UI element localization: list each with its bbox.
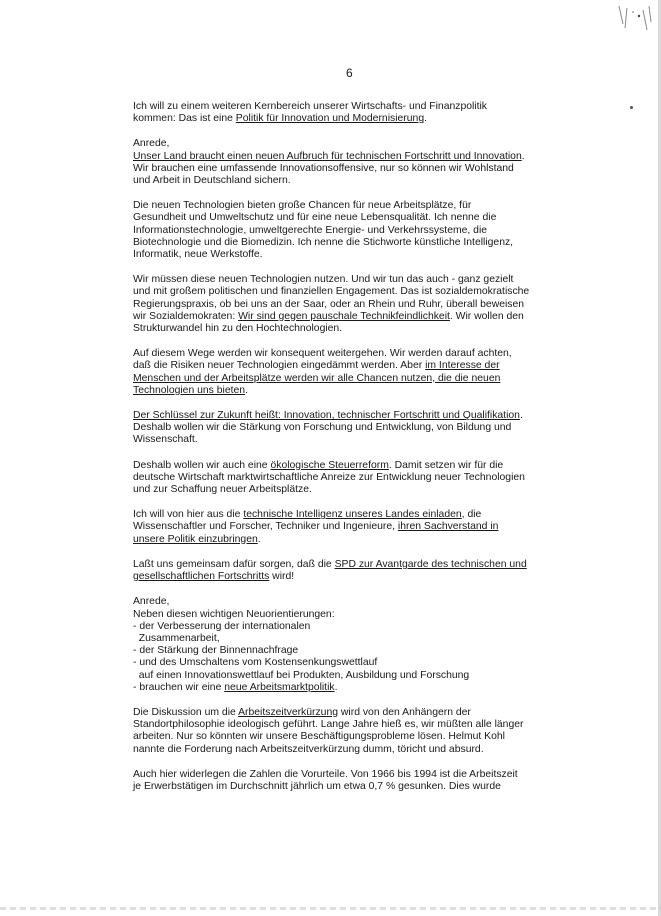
text-run: Auf diesem Wege werden wir konsequent weitergehen. Wir werden darauf achten, [133,348,512,360]
text-line [133,373,565,385]
paragraph [133,200,565,261]
text-run: Deshalb wollen wir auch eine [133,459,271,471]
text-run: Die neuen Technologien bieten große Chancen für neue Arbeitsplätze, für [133,200,472,212]
text-line [133,360,565,372]
text-run: . [245,384,248,396]
text-run: Wissenschaftler und Forscher, Techniker und Ingenieure, [133,521,398,533]
text-line [133,609,565,621]
text-run: Anrede, [133,596,170,608]
text-run: . [334,681,338,693]
text-run: , die [461,509,482,521]
text-run: - brauchen wir eine [133,681,225,693]
text-line [133,225,565,237]
text-run: . [521,150,525,162]
underlined-text: Unser Land braucht einen neuen Aufbruch für technischen Fortschritt und Innovation [133,150,522,162]
text-line [133,151,565,163]
text-run: nannte die Forderung nach Arbeitszeitverkürzung dumm, töricht und absurd. [133,743,484,755]
underlined-text: im Interesse der [425,360,500,372]
scan-artifact-bottom [0,907,661,910]
text-run: daß die Risiken neuer Technologien eingedämmt werden. Aber [133,360,426,372]
text-run: Biotechnologie und die Biomedizin. Ich nenne die Stichworte künstliche Intelligenz, [133,236,514,248]
paragraph [133,101,565,125]
text-run: . Wir wollen den [449,310,524,322]
text-line [133,200,565,212]
text-line [133,385,565,397]
text-line [133,682,565,694]
text-run: Wir brauchen eine umfassende Innovationsoffensive, nur so können wir Wohlstand [133,162,514,174]
underlined-text: Menschen und der Arbeitsplätze werden wir alle Chancen nutzen, die die neuen [133,372,501,384]
text-line [133,163,565,175]
paragraph [133,348,565,397]
text-line [133,509,565,521]
document-body [133,101,565,806]
text-line [133,101,565,113]
paragraph [133,460,565,497]
paragraph [133,138,565,187]
text-line [133,460,565,472]
text-run: . Damit setzen wir für die [388,459,504,471]
text-run: und Arbeit in Deutschland sichern. [133,175,291,187]
underlined-text: ökologische Steuerreform [270,459,389,471]
underlined-text: SPD zur Avantgarde des technischen und [334,558,527,570]
text-run: Die Diskussion um die [133,706,239,718]
underlined-text: Technologien uns bieten [133,384,246,396]
underlined-text: gesellschaftlichen Fortschritts [133,571,270,583]
scan-speck [630,106,633,109]
text-run: Standortphilosophie ideologisch geführt. Lange Jahre hieß es, wir müßten alle länger [133,719,524,731]
text-run: Wir müssen diese neuen Technologien nutzen. Und wir tun das auch - ganz gezielt [133,274,514,286]
text-line [133,657,565,669]
text-line [133,286,565,298]
paragraph [133,769,565,793]
text-run: . [257,533,261,545]
text-run: - und des Umschaltens vom Kostensenkungswettlauf [133,657,378,669]
text-run: deutsche Wirtschaft marktwirtschaftliche Anreize zur Entwicklung neuer Technologien [133,471,525,483]
text-run: Anrede, [133,138,170,150]
text-line [133,621,565,633]
page-number: 6 [346,66,353,80]
underlined-text: ihren Sachverstand in [397,521,499,533]
text-run: Ich will zu einem weiteren Kernbereich unserer Wirtschafts- und Finanzpolitik [133,101,488,112]
text-run: Auch hier widerlegen die Zahlen die Vorurteile. Von 1966 bis 1994 ist die Arbeitszeit [133,768,518,780]
underlined-text: Politik für Innovation und Modernisierung [235,113,425,125]
paragraph [133,509,565,546]
text-line [133,348,565,360]
text-run: Laßt uns gemeinsam dafür sorgen, daß die [133,558,335,570]
text-run: Ich will von hier aus die [133,509,244,521]
text-line [133,249,565,261]
underlined-text: Wir sind gegen pauschale Technikfeindlichkeit [238,310,450,322]
text-run: und mit großem politischen und finanziellen Engagement. Das ist sozialdemokratische [133,286,530,298]
text-line [133,311,565,323]
paragraph [133,707,565,756]
text-line [133,534,565,546]
text-line [133,212,565,224]
text-line [133,422,565,434]
text-line [133,323,565,335]
text-line [133,731,565,743]
text-run: Neben diesen wichtigen Neuorientierungen: [133,608,335,620]
text-run: Informatik, neue Werkstoffe. [133,249,263,261]
text-run: je Erwerbstätigen im Durchschnitt jährlich um etwa 0,7 % gesunken. Dies wurde [133,780,501,792]
underlined-text: Der Schlüssel zur Zukunft heißt: Innovation, technischer Fortschritt und Qualifikation [133,410,520,422]
text-line [133,410,565,422]
text-run: Strukturwandel hin zu den Hochtechnologien. [133,323,343,335]
scan-corner-mark [613,4,655,34]
text-line [133,744,565,756]
paragraph [133,559,565,583]
text-run: - der Verbesserung der internationalen [133,620,311,632]
text-line [133,719,565,731]
text-line [133,633,565,645]
text-line [133,299,565,311]
underlined-text: Arbeitszeitverkürzung [238,706,339,718]
text-run: Informationstechnologie, umweltgerechte Energie- und Verkehrssysteme, die [133,224,488,236]
text-line [133,472,565,484]
text-run: wird von den Anhängern der [338,706,471,718]
text-run: Zusammenarbeit, [133,632,220,644]
text-line [133,645,565,657]
text-run: - der Stärkung der Binnennachfrage [133,645,299,657]
text-line [133,559,565,571]
text-run: . [519,410,523,422]
text-run: kommen: Das ist eine [133,113,236,125]
text-run: wir Sozialdemokraten: [133,310,239,322]
text-line [133,434,565,446]
text-run: arbeiten. Nur so könnten wir unsere Beschäftigungsprobleme lösen. Helmut Kohl [133,731,505,743]
text-line [133,707,565,719]
text-line [133,571,565,583]
text-line [133,274,565,286]
text-line [133,484,565,496]
paragraph [133,410,565,447]
text-run: auf einen Innovationswettlauf bei Produkten, Ausbildung und Forschung [133,669,470,681]
text-line [133,138,565,150]
text-line [133,670,565,682]
underlined-text: neue Arbeitsmarktpolitik [224,681,335,693]
underlined-text: unsere Politik einzubringen [133,533,258,545]
text-line [133,781,565,793]
text-run: und zur Schaffung neuer Arbeitsplätze. [133,484,312,496]
text-line [133,237,565,249]
text-line [133,596,565,608]
text-run: . [424,113,427,125]
text-line [133,113,565,125]
paragraph [133,596,565,694]
text-run: wird! [269,571,295,583]
underlined-text: technische Intelligenz unseres Landes einladen [243,509,462,521]
paragraph [133,274,565,335]
text-run: Gesundheit und Umweltschutz und für eine neue Lebensqualität. Ich nenne die [133,212,497,224]
text-run: Wissenschaft. [133,434,198,446]
text-run: Deshalb wollen wir die Stärkung von Forschung und Entwicklung, von Bildung und [133,422,512,434]
text-line [133,175,565,187]
text-run: Regierungspraxis, ob bei uns an der Saar, oder an Rhein und Ruhr, überall beweisen [133,298,525,310]
text-line [133,521,565,533]
text-line [133,769,565,781]
